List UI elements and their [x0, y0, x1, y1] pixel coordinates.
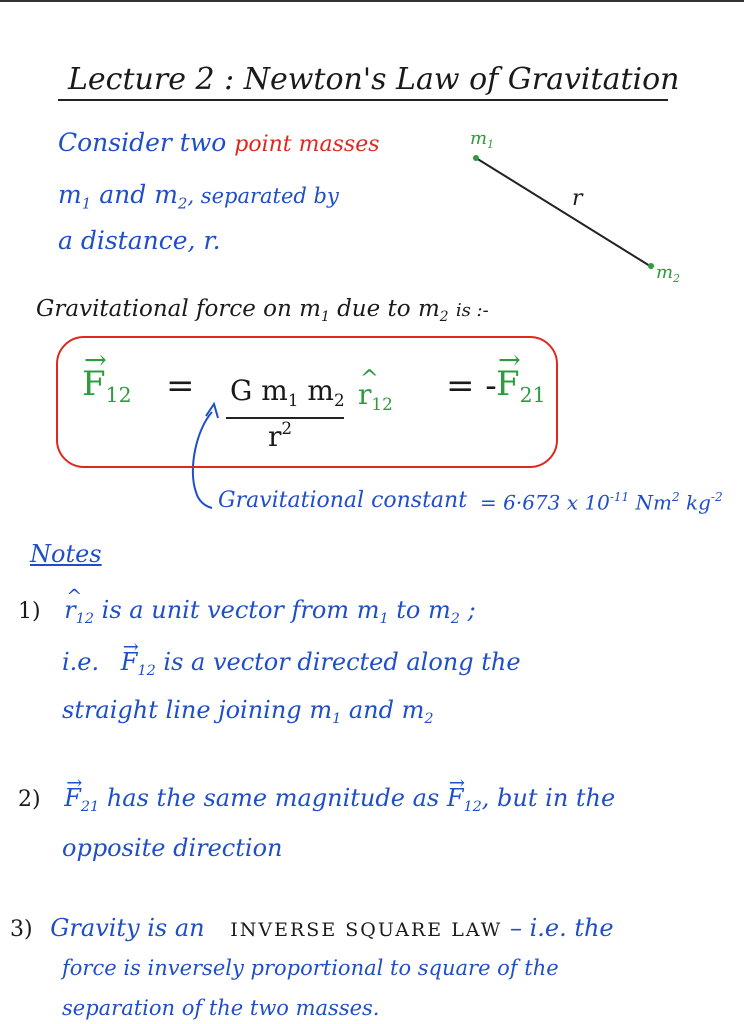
formula-equals-minus: = - — [446, 366, 497, 406]
intro-line-3: a distance, r. — [58, 226, 221, 255]
intro-separated-by: , separated by — [187, 184, 339, 208]
diagram-r-label: r — [572, 186, 583, 211]
formula-numerator: G $m_1$ $m_2$ — [230, 374, 345, 410]
note-1-line-2: i.e. → $F_{12}$ is a vector directed along the — [62, 648, 521, 679]
formula-equals: = — [166, 366, 195, 406]
lecture-title: Lecture 2 : Newton's Law of Gravitation — [68, 62, 680, 97]
note-1-line-3: straight line joining $m_1$ and $m_2$ — [62, 696, 434, 728]
inverse-square-law: INVERSE SQUARE LAW — [230, 919, 503, 941]
note-2-line-1: $2) \to F_{21}$ has the same magnitude as → $F_{12}$, but in the — [18, 784, 615, 815]
intro-consider: Consider two — [58, 128, 227, 157]
note-3-line-3: separation of the two masses. — [62, 996, 380, 1020]
note-3-line-1: 3) Gravity is an INVERSE SQUARE LAW – i.e. the — [10, 914, 614, 942]
note-3-line-2: force is inversely proportional to square of the — [62, 956, 559, 980]
note-1-line-1: 1) ^ $r_{12}$ is a unit vector from $m_1$ to $m_2$ ; — [18, 596, 476, 627]
gravitational-constant-value: = 6·673 x $10^{-11}$ Nm$^2$ $kg^{-2}$ — [480, 490, 723, 515]
diagram-m2-label: $m_2$ — [656, 262, 680, 285]
notes-heading: Notes — [30, 540, 102, 568]
note-2-line-2: opposite direction — [62, 834, 283, 862]
F12-vector: → $F_{12}$ — [82, 364, 132, 407]
m1-dot — [473, 155, 479, 161]
m2-dot — [648, 263, 654, 269]
gravitational-constant-label: Gravitational constant — [218, 488, 468, 513]
m1-symbol: $m_1$ — [58, 180, 92, 213]
m2-symbol: $m_2$ — [154, 180, 188, 213]
intro-point-masses: point masses — [234, 132, 380, 157]
diagram-m1-label: $m_1$ — [470, 128, 494, 151]
separation-line — [476, 158, 650, 266]
r-hat-12: ^ $r_{12}$ — [358, 378, 393, 414]
F21-vector: → $F_{21}$ — [496, 364, 546, 407]
intro-and: and — [99, 180, 147, 209]
force-statement: Gravitational force on $m_1$ due to $m_2$ is :- — [36, 296, 489, 325]
formula-denominator: $r^2$ — [268, 418, 293, 453]
